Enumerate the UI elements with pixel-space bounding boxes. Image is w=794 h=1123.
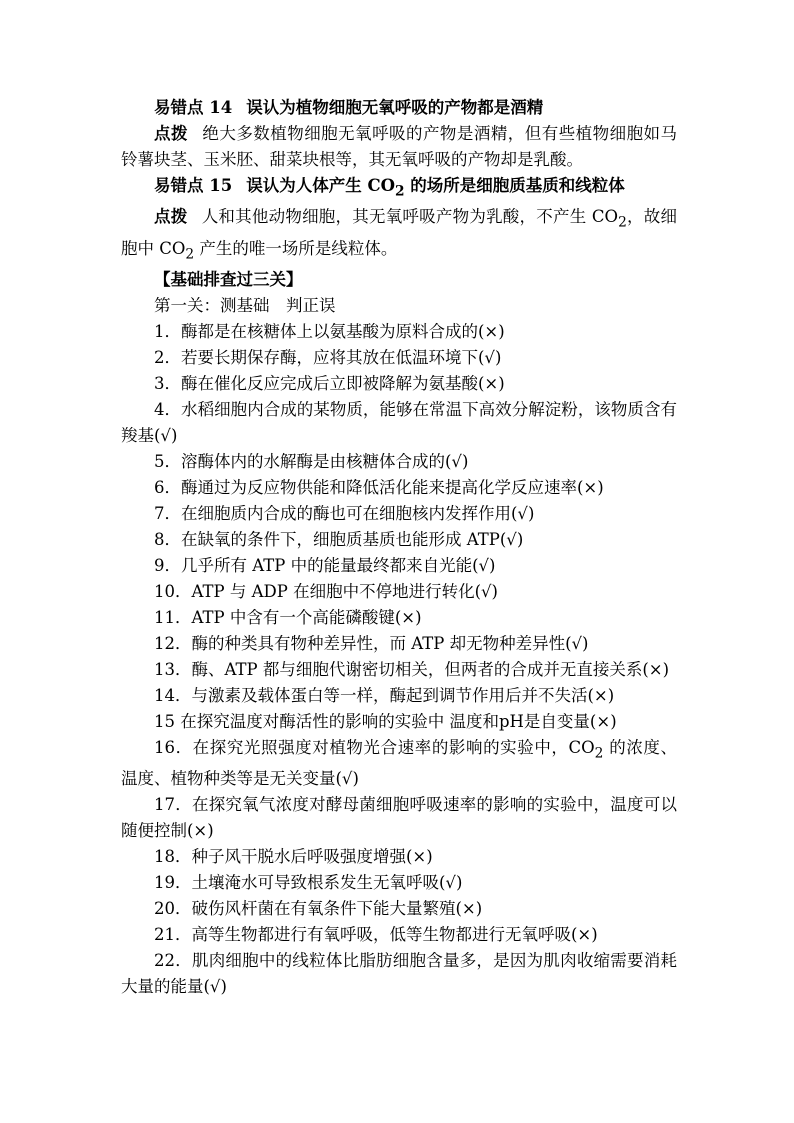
item-text: 的浓度、温度、植物种类等是无关变量(√) — [121, 737, 677, 789]
list-item: 15 在探究温度对酶活性的影响的实验中 温度和pH是自变量(×) — [154, 711, 617, 731]
hint-label: 点拨 — [154, 207, 188, 227]
hint-text: ，故细胞中 CO — [121, 207, 678, 258]
hint-text: 绝大多数植物细胞无氧呼吸的产物是酒精，但有些植物细胞如马铃薯块茎、玉米胚、甜菜块根等，其无氧呼吸的产物却是乳酸。 — [121, 124, 678, 169]
list-item: 20．破伤风杆菌在有氧条件下能大量繁殖(×) — [154, 899, 483, 919]
subscript: 2 — [618, 214, 627, 231]
list-item: 5．溶酶体内的水解酶是由核糖体合成的(√) — [154, 451, 469, 471]
hint-label: 点拨 — [154, 124, 188, 143]
list-item: 10．ATP 与 ADP 在细胞中不停地进行转化(√) — [154, 581, 498, 601]
error-point-15-tag: 易错点 15 — [154, 176, 233, 195]
subscript: 2 — [185, 245, 195, 262]
list-item: 1．酶都是在核糖体上以氨基酸为原料合成的(×) — [154, 321, 505, 341]
list-item: 12．酶的种类具有物种差异性，而 ATP 却无物种差异性(√) — [154, 633, 589, 653]
document-content — [121, 95, 677, 1000]
list-item: 3．酶在催化反应完成后立即被降解为氨基酸(×) — [154, 373, 505, 393]
list-item: 14．与激素及载体蛋白等一样，酶起到调节作用后并不失活(×) — [154, 685, 615, 705]
list-item: 18．种子风干脱水后呼吸强度增强(×) — [154, 847, 433, 867]
list-item: 8．在缺氧的条件下，细胞质基质也能形成 ATP(√) — [154, 529, 524, 549]
error-point-14-heading — [121, 95, 677, 121]
list-item: 9．几乎所有 ATP 中的能量最终都来自光能(√) — [154, 555, 496, 575]
list-item: 19．土壤淹水可导致根系发生无氧呼吸(√) — [154, 873, 463, 893]
list-item: 21．高等生物都进行有氧呼吸，低等生物都进行无氧呼吸(×) — [154, 925, 598, 945]
title-part: 的场所是细胞质基质和线粒体 — [404, 176, 625, 195]
list-item: 11．ATP 中含有一个高能磷酸键(×) — [154, 607, 422, 627]
list-item: 17．在探究氧气浓度对酵母菌细胞呼吸速率的影响的实验中，温度可以随便控制(×) — [121, 795, 677, 841]
list-item: 22．肌肉细胞中的线粒体比脂肪细胞含量多，是因为肌肉收缩需要消耗大量的能量(√) — [121, 951, 677, 997]
list-item: 7．在细胞质内合成的酶也可在细胞核内发挥作用(√) — [154, 503, 535, 523]
hint-text: 产生的唯一场所是线粒体。 — [194, 238, 398, 258]
item-text: 16．在探究光照强度对植物光合速率的影响的实验中，CO — [154, 737, 595, 757]
error-point-14-tag: 易错点 14 — [154, 98, 233, 117]
error-point-15-heading — [121, 173, 677, 204]
error-point-15-title — [246, 176, 625, 200]
list-item: 13．酶、ATP 都与细胞代谢密切相关，但两者的合成并无直接关系(×) — [154, 659, 670, 679]
error-point-14-hint — [121, 121, 677, 173]
subscript: 2 — [594, 745, 604, 762]
error-point-14-title: 误认为植物细胞无氧呼吸的产物都是酒精 — [246, 98, 544, 117]
section-title: 【基础排查过三关】 — [154, 269, 303, 289]
hint-text: 人和其他动物细胞，其无氧呼吸产物为乳酸，不产生 CO — [201, 207, 619, 227]
list-item: 2．若要长期保存酶，应将其放在低温环境下(√) — [154, 347, 502, 367]
list-item: 4．水稻细胞内合成的某物质，能够在常温下高效分解淀粉，该物质含有羧基(√) — [121, 399, 677, 445]
subscript: 2 — [394, 183, 405, 200]
title-part: 误认为人体产生 CO — [246, 176, 395, 195]
error-point-15-hint — [121, 204, 677, 267]
list-item: 6．酶通过为反应物供能和降低活化能来提高化学反应速率(×) — [154, 477, 604, 497]
list-item — [121, 735, 677, 792]
sub-section-title: 第一关：测基础 判正误 — [154, 295, 336, 315]
